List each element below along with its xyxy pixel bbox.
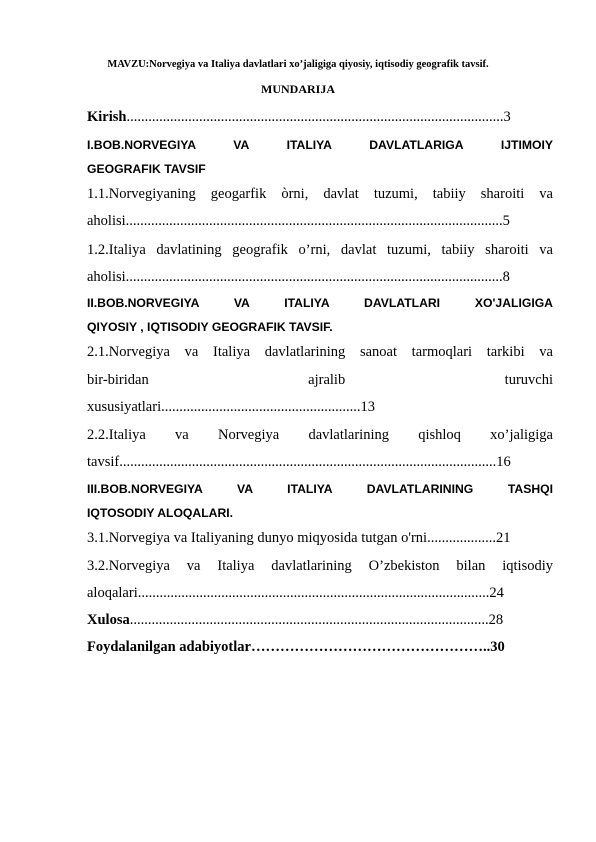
toc-chapter-2-line2: QIYOSIY , IQTISODIY GEOGRAFIK TAVSIF. <box>87 320 333 334</box>
toc-section-2-2-line2 <box>87 453 553 471</box>
toc-page-number: 21 <box>495 530 511 546</box>
toc-section-1-2-line2 <box>87 268 553 286</box>
toc-entry-label: Xulosa <box>87 612 130 628</box>
toc-section-3-2-line1: 3.2.Norvegiya va Italiya davlatlarining O’zbekiston bilan iqtisodiy <box>87 558 553 574</box>
toc-section-3-2-line2 <box>87 584 553 602</box>
toc-entry-references <box>87 638 553 656</box>
toc-leader-dots: ........................................................................................................ <box>126 109 504 125</box>
toc-section-1-1-line2 <box>87 212 553 230</box>
toc-page-number: 28 <box>488 612 504 628</box>
toc-page-number: 13 <box>360 399 375 415</box>
toc-leader-dots: ........................................................................................................ <box>119 454 497 470</box>
toc-heading: MUNDARIJA <box>261 82 335 96</box>
toc-chapter-3-line2: IQTOSODIY ALOQALARI. <box>87 506 234 520</box>
document-title: MAVZU:Norvegiya va Italiya davlatlari xo’jaligiga qiyosiy, iqtisodiy geografik tavsif. <box>107 59 489 70</box>
toc-chapter-1-line2: GEOGRAFIK TAVSIF <box>87 162 206 176</box>
toc-entry-xulosa <box>87 611 553 629</box>
toc-chapter-2-line1: II.BOB.NORVEGIYA VA ITALIYA DAVLATLARI XO'JALIGIGA <box>87 296 553 310</box>
toc-section-3-1 <box>87 529 553 547</box>
toc-entry-kirish <box>87 108 553 126</box>
toc-chapter-1-line1: I.BOB.NORVEGIYA VA ITALIYA DAVLATLARIGA IJTIMOIY <box>87 138 553 152</box>
toc-entry-label: aholisi <box>87 269 126 285</box>
toc-leader-dots: ………………………………………….. <box>250 639 491 655</box>
toc-leader-dots: ........................................................................................................ <box>125 213 503 229</box>
toc-page-number: 3 <box>503 109 511 125</box>
toc-entry-label: 3.1.Norvegiya va Italiyaning dunyo miqyosida tutgan o'rni <box>87 530 428 546</box>
toc-entry-label: aloqalari <box>87 585 138 601</box>
toc-section-2-2-line1: 2.2.Italiya va Norvegiya davlatlarining qishloq xo’jaligiga <box>87 427 553 443</box>
toc-leader-dots: ....................................................... <box>161 399 361 415</box>
toc-section-2-1-line3 <box>87 398 553 416</box>
toc-entry-label: Foydalanilgan adabiyotlar <box>87 639 251 655</box>
toc-leader-dots: ........................................................................................................ <box>125 269 503 285</box>
toc-page-number: 16 <box>496 454 511 470</box>
toc-section-2-1-line1: 2.1.Norvegiya va Italiya davlatlarining sanoat tarmoqlari tarkibi va <box>87 344 553 360</box>
toc-page-number: 24 <box>489 585 504 601</box>
toc-entry-label: aholisi <box>87 213 126 229</box>
toc-section-2-1-line2: bir-biridan ajralib turuvchi <box>87 372 553 388</box>
toc-page-number: 5 <box>502 213 510 229</box>
toc-entry-label: xususiyatlari <box>87 399 162 415</box>
toc-leader-dots: ................................................................................................. <box>137 585 490 601</box>
toc-entry-label: Kirish <box>87 109 127 125</box>
toc-leader-dots: ................................................................................................... <box>129 612 489 628</box>
toc-chapter-3-line1: III.BOB.NORVEGIYA VA ITALIYA DAVLATLARINING TASHQI <box>87 482 553 496</box>
toc-leader-dots: ................... <box>427 530 496 546</box>
toc-entry-label: tavsif <box>87 454 120 470</box>
toc-page-number: 8 <box>502 269 510 285</box>
toc-section-1-1-line1: 1.1.Norvegiyaning geogarfik òrni, davlat tuzumi, tabiiy sharoiti va <box>87 186 553 202</box>
toc-section-1-2-line1: 1.2.Italiya davlatining geografik o’rni, davlat tuzumi, tabiiy sharoiti va <box>87 242 553 258</box>
toc-page-number: 30 <box>490 639 505 655</box>
